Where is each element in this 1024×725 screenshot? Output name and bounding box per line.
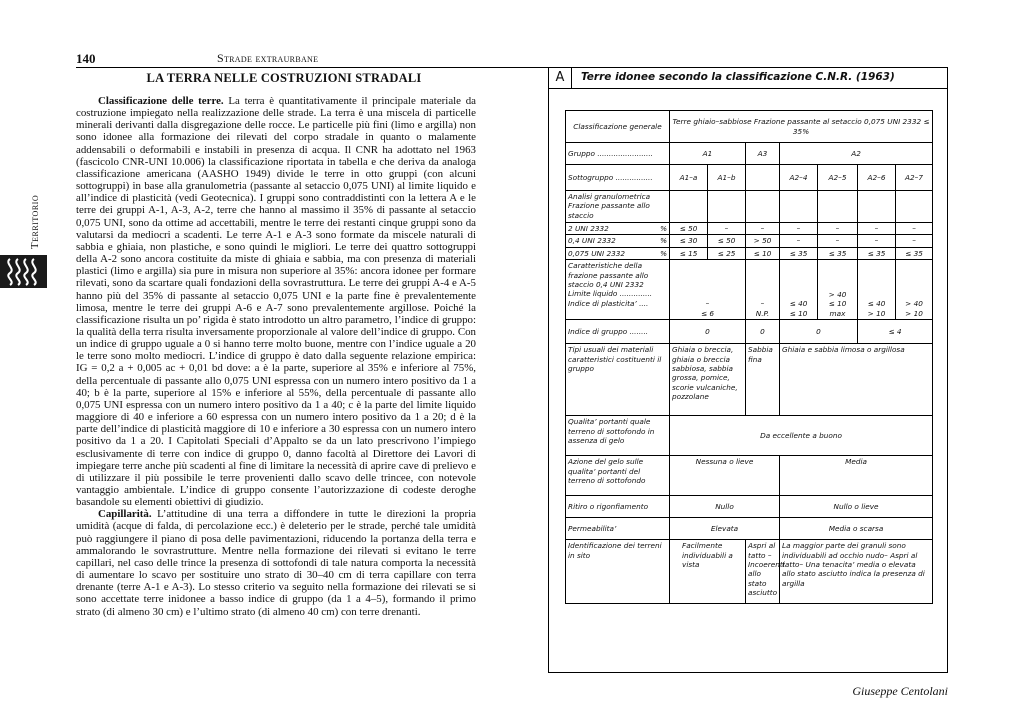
a27-limite: > 40 xyxy=(905,299,923,309)
a3-plast: N.P. xyxy=(755,308,770,318)
tipi-label: Tipi usuali dei materiali caratteristici costituenti il gruppo xyxy=(566,344,670,416)
table-cell: ≤ 10 xyxy=(746,247,780,259)
a24-limits-cell xyxy=(780,260,818,320)
table-cell: ≤ 25 xyxy=(708,247,746,259)
figure-title: Terre idonee secondo la classificazione C.N.R. (1963) xyxy=(581,71,895,83)
gruppo-a1: A1 xyxy=(670,143,746,165)
table-cell: – xyxy=(858,223,896,235)
indice-gruppo-a2-high: ≤ 4 xyxy=(858,320,933,344)
table-cell: ≤ 50 xyxy=(670,223,708,235)
running-head: Strade extraurbane xyxy=(217,51,319,65)
side-tab-label: Territorio xyxy=(29,194,41,250)
caratteristiche-cell xyxy=(566,260,670,320)
table-cell: ≤ 35 xyxy=(818,247,858,259)
paragraph-classificazione xyxy=(76,95,476,508)
permeabilita-a1-a3: Elevata xyxy=(670,518,780,540)
staccio-label: 2 UNI 2332 % xyxy=(566,223,670,235)
indice-gruppo-a1: 0 xyxy=(670,320,746,344)
a1-limite: – xyxy=(705,299,710,309)
gruppo-a3: A3 xyxy=(746,143,780,165)
sottogruppo-a27: A2–7 xyxy=(896,165,933,191)
staccio-row xyxy=(566,247,933,259)
header-terre: Terre ghiaio–sabbiose Frazione passante al setaccio 0,075 UNI 2332 ≤ 35% xyxy=(670,111,933,143)
table-cell: – xyxy=(818,223,858,235)
gelo-a1-a3: Nessuna o lieve xyxy=(670,456,780,496)
sottogruppo-a3 xyxy=(746,165,780,191)
qualita-label: Qualita’ portanti quale terreno di sottofondo in assenza di gelo xyxy=(566,416,670,456)
table-cell: – xyxy=(858,235,896,247)
indice-gruppo-a2-low: 0 xyxy=(780,320,858,344)
limite-label: Limite liquido .............. xyxy=(568,289,653,299)
identificazione-label: Identificazione dei terreni in sito xyxy=(566,540,670,604)
table-cell: – xyxy=(780,235,818,247)
table-cell: – xyxy=(708,223,746,235)
table-cell: ≤ 35 xyxy=(780,247,818,259)
gelo-a2: Media xyxy=(780,456,933,496)
qualita-value: Da eccellente a buono xyxy=(670,416,933,456)
a25-limite: > 40 xyxy=(828,290,847,299)
indice-gruppo-label: Indice di gruppo ........ xyxy=(566,320,670,344)
staccio-row xyxy=(566,235,933,247)
a1-plast: ≤ 6 xyxy=(700,308,715,318)
paragraph-capillarita xyxy=(76,508,476,617)
tipi-a2: Ghiaia e sabbia limosa o argillosa xyxy=(780,344,933,416)
table-cell: ≤ 15 xyxy=(670,247,708,259)
caratteristiche-label: Caratteristiche della frazione passante allo staccio 0,4 UNI 2332 xyxy=(568,261,649,290)
granulometria-label: Analisi granulometrica Frazione passante allo staccio xyxy=(566,191,670,223)
permeabilita-label: Permeabilita’ xyxy=(566,518,670,540)
a3-limits-cell xyxy=(746,260,780,320)
identificazione-a1: Facilmente individuabili a vista xyxy=(670,540,746,604)
heading-classificazione: Classificazione delle terre. xyxy=(98,95,224,107)
table-cell: – xyxy=(780,223,818,235)
section-logo-icon xyxy=(0,255,47,288)
table-cell: – xyxy=(896,235,933,247)
a24-plast: ≤ 10 xyxy=(789,308,808,318)
page-number: 140 xyxy=(76,51,96,66)
indice-plast-label: Indice di plasticita’ .... xyxy=(568,298,649,308)
gruppo-a2: A2 xyxy=(780,143,933,165)
table-cell: ≤ 35 xyxy=(896,247,933,259)
article-body xyxy=(76,95,476,618)
identificazione-a2: La maggior parte dei granuli sono individuabili ad occhio nudo– Aspri al tatto– Una tenacita’ media o elevata allo stato asciutto indica la presenza di argilla xyxy=(780,540,933,604)
sottogruppo-a1b: A1–b xyxy=(708,165,746,191)
a25-limits-cell xyxy=(818,260,858,320)
a1-limits-cell xyxy=(670,260,746,320)
table-cell: ≤ 50 xyxy=(708,235,746,247)
text-classificazione: La terra è quantitativamente il principale materiale da costruzione impiegato nella realizzazione delle strade. La terra è una miscela di particelle minerali derivanti dalla disgregazione delle rocce. Le particelle più fini (limo e argilla) non sono idonee alla formazione dei rilevati del corpo stradale in quanto o malamente addensabili o deformabili e instabili in presenza di acqua. Il CNR ha adottato nel 1963 (fascicolo CNR-UNI 10.006) la classificazione riportata in tabella e che deriva da analoga classificazione americana (AASHO 1949) divide le terre in otto gruppi (con alcuni sottogruppi) in base alla granulometria (passante al setaccio 0,075 UNI) al limite liquido e all’indice di plasticità (vedi Geotecnica). I gruppi sono contraddistinti con la lettera A e le terre dei gruppi A-1, A-3, A-2, terre che hanno al massimo il 35% di passante al setaccio 0,075 UNI, sono da ottime ad accettabili, mentre le terre dei restanti cinque gruppi sono da valutarsi da mediocri a scadenti. Le terre A-1 e A-3 sono formate da miscele naturali di sabbia e ghiaia, non plastiche, e sono quindi le migliori. Le terre dei quattro sottogruppi della A-2 sono ancora costituite da miste di ghiaia e sabbia, ma con presenza di materiali plastici (limo e argilla) sia pure in misura non superiore al 35%: ancora idonee per formare rilevati, sono da scartare quali fondazioni della sovrastruttura. Le terre dei gruppi A-4 e A-5 hanno più del 35% di passante al setaccio 0,075 UNI e la parte fine è prevalentemente limosa, mentre le terre dei gruppi A-6 e A-7 sono prevalentemente argillose. Poiché la classificazione risulta un po’ rigida è stato introdotto un altro parametro, l’indice di gruppo: la qualità della terra risulta inversamente proporzionale al valore dell’indice di gruppo. Con un indice di gruppo uguale a 0 si hanno terre molto buone, mentre con l’indice uguale a 20 le terre sono molto mediocri. L’indice di gruppo è dato dalla seguente relazione empirica: IG = 0,2 a + 0,005 ac + 0,01 bd dove: a è la parte, superiore al 35% e inferiore al 75%, della percentuale di passante allo 0,075 UNI espressa con un numero intero positivo da 1 a 40; b è la parte, superiore al 15% e inferiore al 55%, della percentuale di passante allo 0,075 UNI espressa con un numero intero positivo da 1 a 40; c è la parte del limite liquido maggiore di 40 e inferiore a 60 espressa con un numero intero positivo da 1 a 20; d è la parte dell’indice di plasticità maggiore di 10 e inferiore a 30 espressa con un numero intero positivo da 1 a 20. I Capitolati Speciali d’Appalto se da un lato prescrivono l’impiego esclusivamente di terre con indice di gruppo 0, danno facoltà al Direttore dei Lavori di impiegare terre anche più scadenti al fine di limitare la necessità di aprire cave di prelievo e di utilizzare il più possibile le terre provenienti dallo scavo delle trincee, con notevole vantaggio ambientale. L’indice di gruppo consente l’autorizzazione di codeste deroghe basandole su elementi obiettivi di giudizio. xyxy=(76,95,476,509)
staccio-label: 0,4 UNI 2332 % xyxy=(566,235,670,247)
a27-limits-cell xyxy=(896,260,933,320)
table-cell: – xyxy=(818,235,858,247)
figure-letter: A xyxy=(549,68,572,88)
identificazione-a3: Aspri al tatto – Incoerenti allo stato asciutto xyxy=(746,540,780,604)
text-capillarita: L’attitudine di una terra a diffondere in tutte le direzioni la propria umidità (acque di falda, di percolazione ecc.) è deleterio per le strade, perché tale umidità può raggiungere il piano di posa delle pavimentazioni, riducendo la portanza della terra e ammalorando le sovrastrutture. Mentre nella formazione dei rilevati si evitano le terre capillari, nel caso delle trince la presenza di sottofondi di tale natura comporta la necessità di aumentare lo scavo per sostituire uno strato di 30–40 cm di terra capillare con terra drenante (terre A-1 e A-3). Lo stesso criterio va seguito nella formazione dei rilevati se si sono accettate terre inidonee a basso indice di gruppo (da 1 a 4–5), formando il primo strato (di almeno 30 cm) e l’ultimo strato (di almeno 40 cm) con terre drenanti. xyxy=(76,508,476,618)
table-cell: – xyxy=(746,223,780,235)
gruppo-label: Gruppo ........................ xyxy=(566,143,670,165)
a26-limite: ≤ 40 xyxy=(867,299,886,309)
staccio-label: 0,075 UNI 2332 % xyxy=(566,247,670,259)
table-cell: – xyxy=(896,223,933,235)
sottogruppo-a1a: A1–a xyxy=(670,165,708,191)
ritiro-a1-a3: Nullo xyxy=(670,496,780,518)
sottogruppo-label: Sottogruppo ................ xyxy=(566,165,670,191)
table-cell: ≤ 30 xyxy=(670,235,708,247)
tipi-a1: Ghiaia o breccia, ghiaia o breccia sabbiosa, sabbia grossa, pomice, scorie vulcaniche, pozzolane xyxy=(670,344,746,416)
heading-capillarita: Capillarità. xyxy=(98,508,152,521)
table-cell: ≤ 35 xyxy=(858,247,896,259)
classification-table xyxy=(565,110,933,604)
indice-gruppo-a3: 0 xyxy=(746,320,780,344)
sottogruppo-a25: A2–5 xyxy=(818,165,858,191)
tipi-a3: Sabbia fina xyxy=(746,344,780,416)
ritiro-a2: Nullo o lieve xyxy=(780,496,933,518)
header-classificazione: Classificazione generale xyxy=(566,111,670,143)
sottogruppo-a24: A2–4 xyxy=(780,165,818,191)
ritiro-label: Ritiro o rigonfiamento xyxy=(566,496,670,518)
sottogruppo-a26: A2–6 xyxy=(858,165,896,191)
a27-plast: > 10 xyxy=(905,308,923,318)
a26-limits-cell xyxy=(858,260,896,320)
figure-header xyxy=(549,68,947,89)
staccio-row xyxy=(566,223,933,235)
gelo-label: Azione del gelo sulle qualita’ portanti del terreno di sottofondo xyxy=(566,456,670,496)
a26-plast: > 10 xyxy=(867,308,886,318)
classification-figure xyxy=(548,67,948,673)
article-title: LA TERRA NELLE COSTRUZIONI STRADALI xyxy=(146,71,422,85)
author-signature: Giuseppe Centolani xyxy=(852,684,948,698)
a24-limite: ≤ 40 xyxy=(789,299,808,309)
permeabilita-a2: Media o scarsa xyxy=(780,518,933,540)
a25-plast: ≤ 10 max xyxy=(828,299,847,318)
table-cell: > 50 xyxy=(746,235,780,247)
side-tab xyxy=(28,188,42,258)
a3-limite: – xyxy=(760,299,765,309)
